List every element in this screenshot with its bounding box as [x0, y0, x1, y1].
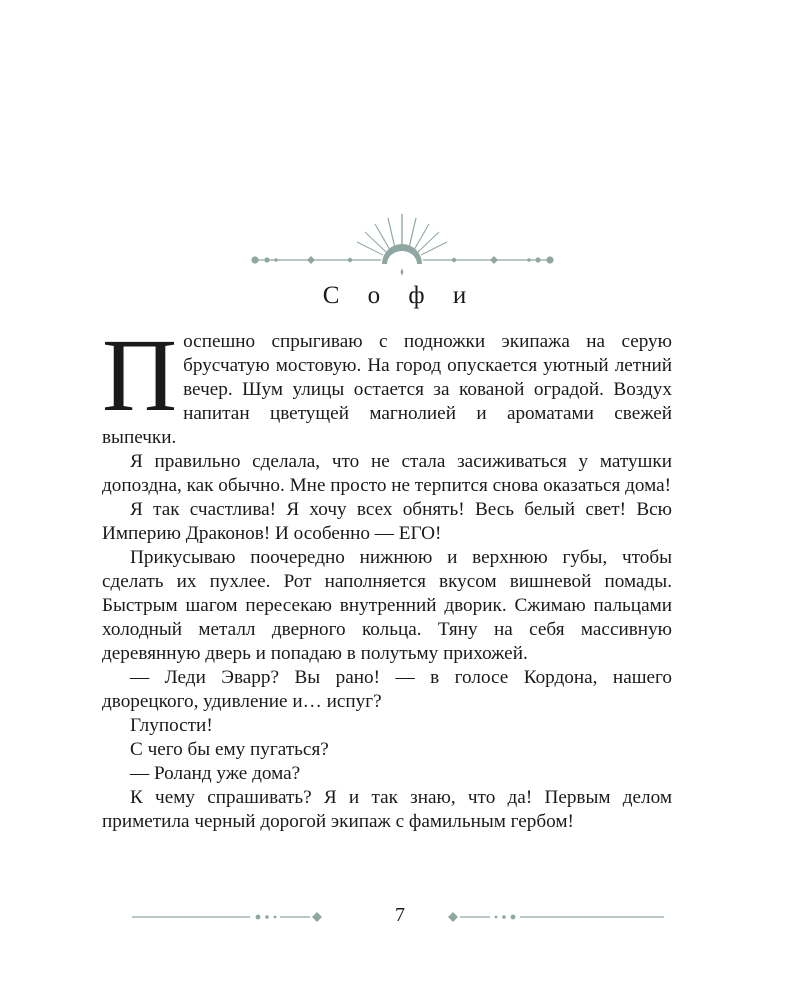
paragraph: Глупости! [130, 715, 213, 736]
chapter-title: С о ф и [322, 282, 478, 309]
paragraph: — Роланд уже дома? [130, 763, 301, 784]
paragraph-text: оспешно спрыгиваю с подножки экипажа на серую брусчатую мостовую. На город опускается уютный летний вечер. Шум улицы остается за кованой оградой. Воздух напитан цветущей магнолией и ароматами свежей выпечки. [102, 331, 672, 448]
page-footer [0, 900, 800, 940]
sunburst-ornament-icon [245, 208, 560, 280]
body-text [102, 318, 672, 834]
footer-ornament-left-icon [130, 910, 330, 924]
paragraph: Я правильно сделала, что не стала засиживаться у матушки допоздна, как обычно. Мне просто не терпится снова оказаться дома! [102, 451, 672, 496]
footer-ornament-right-icon [446, 910, 666, 924]
paragraph: Я так счастлива! Я хочу всех обнять! Весь белый свет! Всю Империю Драконов! И особенно — ЕГО! [102, 499, 672, 544]
paragraph [102, 318, 672, 450]
page-number: 7 [395, 904, 405, 926]
paragraph: С чего бы ему пугаться? [130, 739, 329, 760]
paragraph: К чему спрашивать? Я и так знаю, что да! Первым делом приметила черный дорогой экипаж с фамильным гербом! [102, 787, 672, 832]
paragraph: Прикусываю поочередно нижнюю и верхнюю губы, чтобы сделать их пухлее. Рот наполняется вкусом вишневой помады. Быстрым шагом пересекаю внутренний дворик. Сжимаю пальцами холодный металл дверного кольца. Тяну на себя массивную деревянную дверь и попадаю в полутьму прихожей. [102, 547, 672, 664]
paragraph: — Леди Эварр? Вы рано! — в голосе Кордона, нашего дворецкого, удивление и… испуг? [102, 667, 672, 712]
drop-cap: П [102, 318, 178, 433]
